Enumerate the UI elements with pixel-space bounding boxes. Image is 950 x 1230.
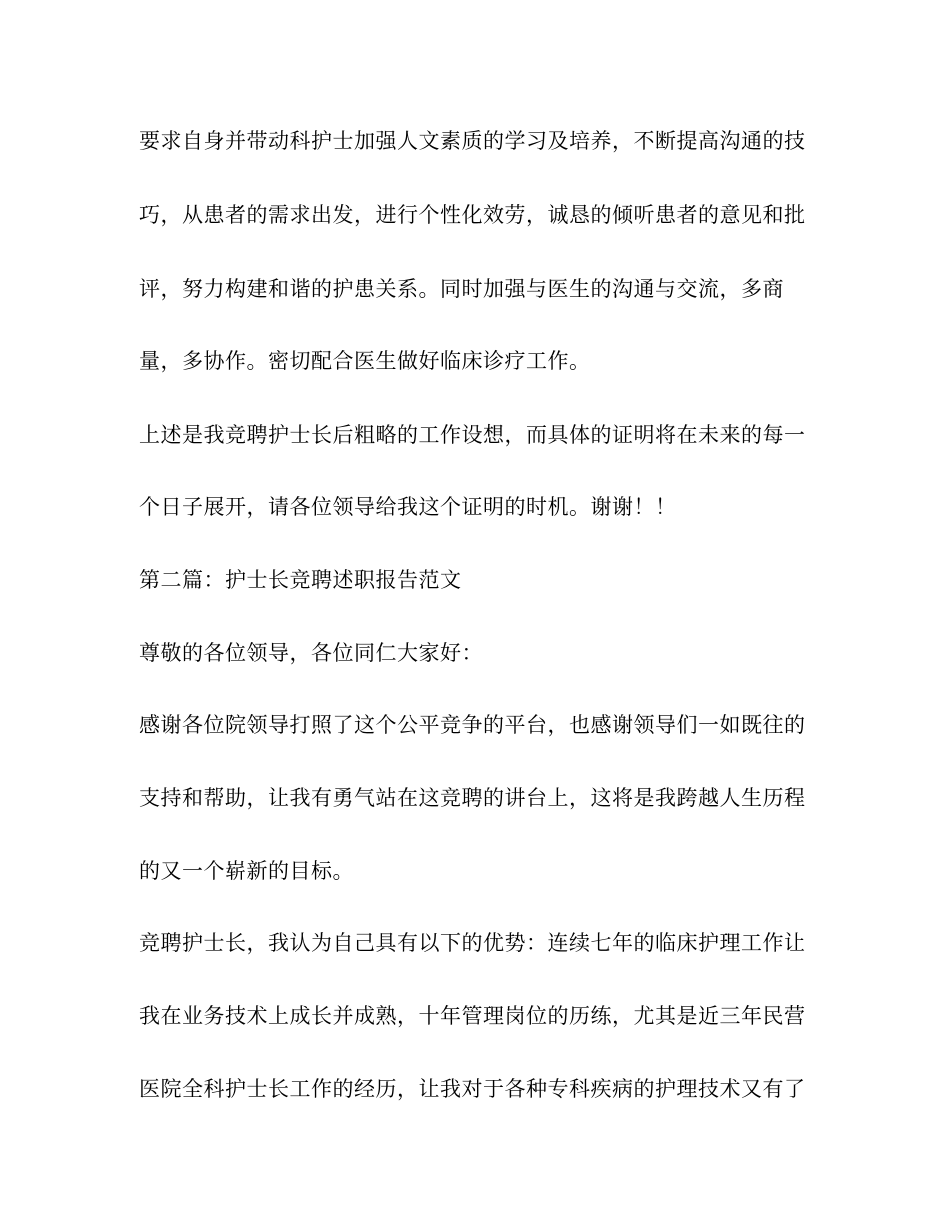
- paragraph-line: 我在业务技术上成长并成熟，十年管理岗位的历练，尤其是近三年民营: [139, 1004, 806, 1028]
- paragraph-line: 量，多协作。密切配合医生做好临床诊疗工作。: [139, 349, 591, 373]
- paragraph-line: 支持和帮助，让我有勇气站在这竞聘的讲台上，这将是我跨越人生历程: [139, 786, 806, 810]
- paragraph-line: 要求自身并带动科护士加强人文素质的学习及培养，不断提高沟通的技: [139, 129, 806, 153]
- paragraph-line: 个日子展开，请各位领导给我这个证明的时机。谢谢！！: [139, 495, 677, 519]
- salutation-line: 尊敬的各位领导，各位同仁大家好：: [139, 641, 483, 665]
- paragraph-line: 上述是我竞聘护士长后粗略的工作设想，而具体的证明将在未来的每一: [139, 423, 806, 447]
- paragraph-line: 巧，从患者的需求出发，进行个性化效劳，诚恳的倾听患者的意见和批: [139, 203, 806, 227]
- paragraph-line: 医院全科护士长工作的经历，让我对于各种专科疾病的护理技术又有了: [139, 1077, 806, 1101]
- section-heading: 第二篇：护士长竞聘述职报告范文: [139, 568, 462, 592]
- paragraph-line: 评，努力构建和谐的护患关系。同时加强与医生的沟通与交流，多商: [139, 277, 784, 301]
- paragraph-line: 的又一个崭新的目标。: [139, 859, 354, 883]
- paragraph-line: 感谢各位院领导打照了这个公平竞争的平台，也感谢领导们一如既往的: [139, 713, 806, 737]
- paragraph-line: 竞聘护士长，我认为自己具有以下的优势：连续七年的临床护理工作让: [139, 931, 806, 955]
